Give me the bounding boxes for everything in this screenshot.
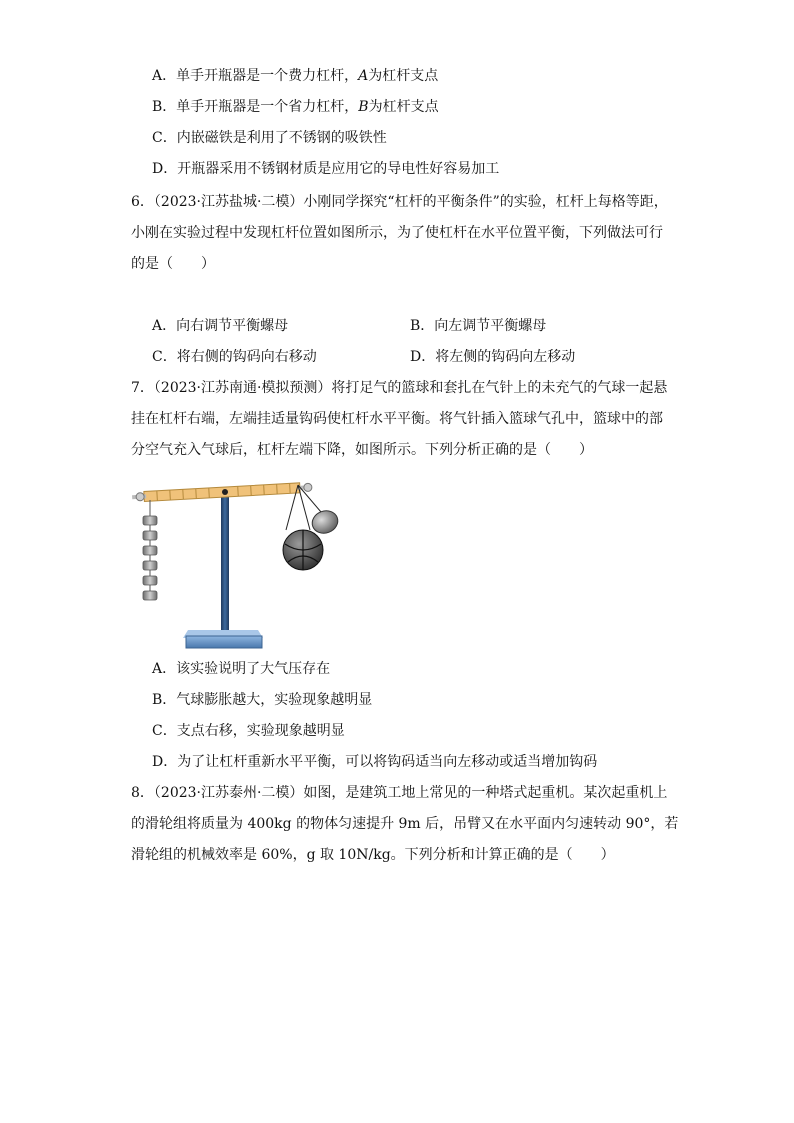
q8-stem-line-2: 的滑轮组将质量为 400kg 的物体匀速提升 9m 后，吊臂又在水平面内匀速转动 90°，若 [131,816,679,832]
q6-option-d: D．将左侧的钩码向左移动 [410,349,576,365]
hook-weights [143,500,157,600]
q7-stem-line-1: 7．（2023·江苏南通·模拟预测）将打足气的篮球和套扎在气针上的未充气的气球一起悬 [131,380,668,396]
q5-option-d: D．开瓶器采用不锈钢材质是应用它的导电性好容易加工 [152,161,500,177]
q8-stem-line-3: 滑轮组的机械效率是 60%，g 取 10N/kg。下列分析和计算正确的是（ ） [131,847,615,863]
q5-option-c: C．内嵌磁铁是利用了不锈钢的吸铁性 [152,130,387,146]
stand-base [186,636,262,648]
q6-stem-line-1: 6．（2023·江苏盐城·二模）小刚同学探究“杠杆的平衡条件”的实验，杠杆上每格等距， [131,194,668,210]
q7-option-b: B．气球膨胀越大，实验现象越明显 [152,692,373,708]
q6-option-b: B．向左调节平衡螺母 [410,318,547,334]
q7-option-a: A．该实验说明了大气压存在 [152,661,331,677]
q5-option-a: A．单手开瓶器是一个费力杠杆，A为杠杆支点 [152,68,439,84]
q6-stem-line-3: 的是（ ） [131,256,215,272]
q7-option-d: D．为了让杠杆重新水平平衡，可以将钩码适当向左移动或适当增加钩码 [152,754,598,770]
q6-stem-line-2: 小刚在实验过程中发现杠杆位置如图所示，为了使杠杆在水平位置平衡，下列做法可行 [131,225,663,241]
q7-stem-line-3: 分空气充入气球后，杠杆左端下降，如图所示。下列分析正确的是（ ） [131,442,593,458]
q8-stem-line-1: 8．（2023·江苏泰州·二模）如图，是建筑工地上常见的一种塔式起重机。某次起重机上 [131,785,668,801]
q6-option-c: C．将右侧的钩码向右移动 [152,349,317,365]
balloon [309,507,341,537]
q6-option-a: A．向右调节平衡螺母 [152,318,289,334]
basketball-balloon [283,485,341,570]
q7-option-c: C．支点右移，实验现象越明显 [152,723,345,739]
stand-pole [221,494,229,640]
q7-stem-line-2: 挂在杠杆右端，左端挂适量钩码使杠杆水平平衡。将气针插入篮球气孔中，篮球中的部 [131,411,663,427]
pivot-point [222,489,228,495]
q5-option-b: B．单手开瓶器是一个省力杠杆，B为杠杆支点 [152,99,439,115]
lever-balloon-figure [128,470,348,652]
